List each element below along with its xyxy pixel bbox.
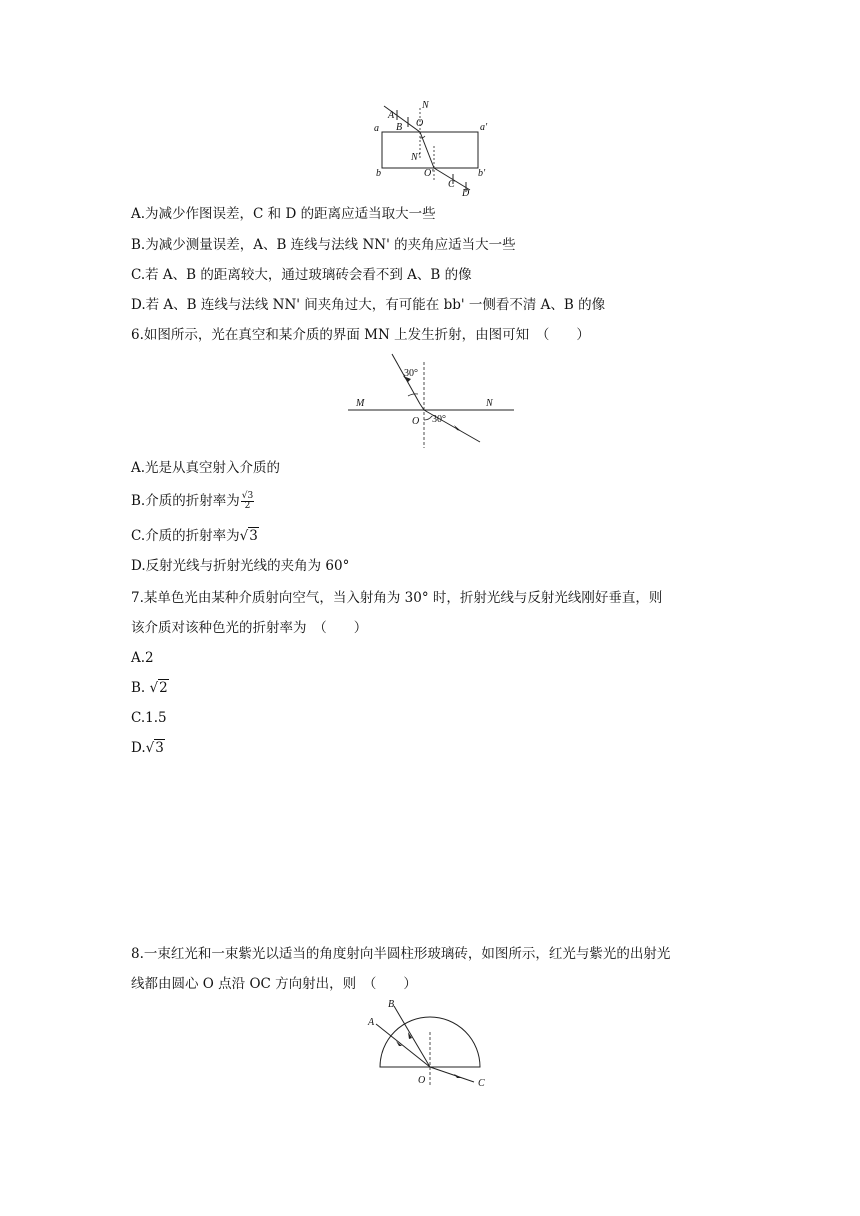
q6-stem: 6.如图所示，光在真空和某介质的界面 MN 上发生折射，由图可知 （ ） (131, 327, 590, 343)
glass-block (382, 132, 478, 168)
label-B: B (396, 122, 403, 133)
label-A: A (368, 1017, 375, 1028)
sqrt-expression: √3 (145, 740, 164, 756)
q6-option-a: A.光是从真空射入介质的 (131, 460, 281, 476)
q7-stem-line1: 7.某单色光由某种介质射向空气，当入射角为 30° 时，折射光线与反射光线刚好垂直，则 (131, 590, 663, 606)
label-N-prime: N' (411, 152, 420, 163)
glass-block-figure (370, 98, 500, 198)
ray-oc (430, 1067, 474, 1082)
sqrt-expression: √2 (149, 680, 168, 696)
radicand: 3 (249, 528, 258, 544)
q8-stem-line2: 线都由圆心 O 点沿 OC 方向射出，则 （ ） (131, 976, 417, 992)
label-O-prime: O' (424, 168, 434, 179)
q6-option-d: D.反射光线与折射光线的夹角为 60° (131, 558, 350, 574)
q8-stem-line1: 8.一束红光和一束紫光以适当的角度射向半圆柱形玻璃砖，如图所示，红光与紫光的出射光 (131, 946, 671, 962)
label-A: A (388, 110, 395, 121)
q6-option-b-text: B.介质的折射率为 (131, 493, 240, 509)
q5-option-b: B.为减少测量误差，A、B 连线与法线 NN' 的夹角应适当大一些 (131, 237, 516, 253)
label-O: O (418, 1075, 426, 1086)
q6-option-b (131, 492, 254, 511)
refracted-ray (420, 132, 434, 168)
label-b: b (376, 168, 381, 179)
label-N: N (486, 398, 493, 409)
fraction-numerator: √3 (241, 491, 254, 501)
angle-top-label: 30° (404, 368, 418, 379)
label-C: C (448, 179, 455, 190)
label-O: O (416, 118, 424, 129)
q6-option-c (131, 527, 259, 545)
q5-option-d: D.若 A、B 连线与法线 NN' 间夹角过大，有可能在 bb' 一侧看不清 A、B 的像 (131, 297, 606, 313)
ray-a (376, 1024, 430, 1067)
fraction (241, 492, 254, 511)
label-a-prime: a' (480, 122, 488, 133)
q7-option-c: C.1.5 (131, 710, 167, 726)
label-C: C (478, 1078, 485, 1089)
radicand: 3 (155, 740, 164, 756)
label-O: O (412, 416, 420, 427)
q7-option-d (131, 739, 165, 757)
fraction-denominator: 2 (244, 501, 251, 511)
label-a: a (374, 123, 379, 134)
label-b-prime: b' (478, 168, 486, 179)
q7-option-b-text: B. (131, 680, 150, 696)
radicand: 2 (159, 680, 168, 696)
q7-option-b (131, 679, 169, 697)
q7-option-d-text: D. (131, 740, 146, 756)
label-M: M (356, 398, 365, 409)
q5-option-a: A.为减少作图误差，C 和 D 的距离应适当取大一些 (131, 206, 436, 222)
q7-option-a: A.2 (131, 650, 154, 666)
angle-bottom-label: 30° (432, 414, 446, 425)
ray-b (394, 1006, 430, 1067)
interface-refraction-figure (346, 352, 516, 448)
q6-option-c-text: C.介质的折射率为 (131, 528, 240, 544)
label-D: D (462, 188, 470, 198)
q5-option-c: C.若 A、B 的距离较大，通过玻璃砖会看不到 A、B 的像 (131, 267, 472, 283)
semicircle-prism-figure (362, 994, 492, 1090)
q7-stem-line2: 该介质对该种色光的折射率为 （ ） (131, 620, 368, 636)
sqrt-expression: √3 (239, 528, 258, 544)
label-N: N (422, 100, 429, 111)
label-B: B (388, 999, 395, 1010)
